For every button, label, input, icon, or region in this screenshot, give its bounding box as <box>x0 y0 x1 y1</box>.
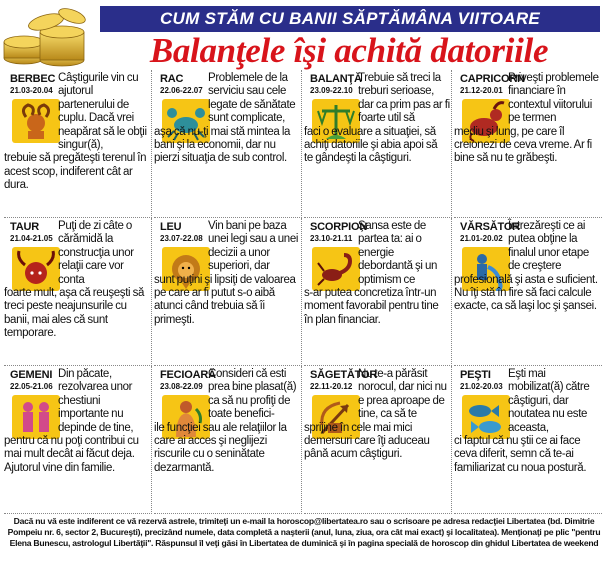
forecast-text-top: Priveşti problemele financiare în contextul viitorului pe termen <box>508 72 599 125</box>
section-banner: CUM STĂM CU BANII SĂPTĂMÂNA VIITOARE <box>100 6 600 32</box>
forecast-text-bottom: ile funcţiei sau ale relaţiilor la care ai acces şi neglijezi riscurile cu o seninătate dezarmantă. <box>154 421 287 474</box>
sign-card-taur <box>4 218 152 366</box>
sign-forecast <box>154 368 300 475</box>
sign-name: FECIOARĂ <box>160 369 216 381</box>
sign-card-varsator <box>454 218 602 366</box>
sign-name: CAPRICORN <box>460 73 525 85</box>
forecast-text-bottom: mediu şi lung, pe care îl creionezi de ceva vreme. Ar fi bine să nu te grăbeşti. <box>454 125 592 165</box>
forecast-text-bottom: faci o evaluare a situaţiei, să achiţi datoriile şi abia apoi să te gândeşti la câştiguri. <box>304 125 438 165</box>
sign-card-pesti <box>454 366 602 514</box>
sign-forecast <box>304 368 450 462</box>
sign-card-sagetator <box>304 366 452 514</box>
sign-forecast <box>154 72 300 166</box>
forecast-text-bottom: sunt puţini şi lipsiţi de valoarea pe care ar fi putut s-o aibă atunci când trebuia să îi primeşti. <box>154 273 296 326</box>
forecast-text-bottom: sprijine în cele mai mici demersuri care îţi aduceau până acum câştiguri. <box>304 421 430 461</box>
sign-forecast <box>454 368 600 475</box>
sign-dates: 21.03-20.04 <box>10 86 53 95</box>
forecast-text-top: Trebuie să treci la treburi serioase, dar ca prim pas ar fi foarte util să <box>358 72 450 125</box>
forecast-text-bottom: ci faptul că nu ştii ce ai face ceva diferit, semn că te-ai familiarizat cu noua postură. <box>454 435 587 474</box>
sign-card-berbec <box>4 70 152 218</box>
forecast-text-top: Întrezăreşti ce ai putea obţine la finalul unor etape de creştere <box>508 220 589 273</box>
forecast-text-top: Câştigurile vin cu ajutorul partenerului de cuplu. Dacă vrei neapărat să le obţii singur(ă), <box>58 72 147 152</box>
sign-dates: 21.02-20.03 <box>460 382 503 391</box>
sign-dates: 23.07-22.08 <box>160 234 203 243</box>
forecast-text-top: Din păcate, rezolvarea unor chestiuni importante nu depinde de tine, <box>58 368 134 434</box>
forecast-text-top: Consideri că esti prea bine plasat(ă) ca să nu profiţi de toate benefici- <box>208 368 297 421</box>
sign-name: VĂRSĂTOR <box>460 221 520 233</box>
sign-dates: 23.09-22.10 <box>310 86 353 95</box>
sign-name: SĂGETĂTOR <box>310 369 378 381</box>
sign-dates: 23.08-22.09 <box>160 382 203 391</box>
sign-dates: 22.06-22.07 <box>160 86 203 95</box>
sign-name: BALANŢĂ <box>310 73 362 85</box>
sign-dates: 21.12-20.01 <box>460 86 503 95</box>
sign-forecast <box>304 72 450 166</box>
sign-dates: 21.01-20.02 <box>460 234 503 243</box>
sign-card-balanta <box>304 70 452 218</box>
sign-forecast <box>4 368 150 475</box>
sign-forecast <box>304 220 450 327</box>
forecast-text-bottom: s-ar putea concretiza într-un moment favorabil pentru tine în plan financiar. <box>304 287 439 326</box>
footer-note: Dacă nu vă este indiferent ce vă rezervă astrele, trimiteţi un e-mail la horoscop@libertatea.ro sau o scrisoare pe adresa redacţiei Libertatea (bd. Dimitrie Pompeiu nr. 6, sector 2, Bucureşti), precizând numele, data completă a naşterii (anul, luna, ziua, ora cât mai exact) şi localitatea). Menţionaţi pe plic "pentru Elena Bunescu, astrologul Libertăţii". Răspunsul îl veţi găsi în Libertatea de duminică şi în pagina specială de horoscop din ghidul Libertatea de weekend <box>7 516 601 548</box>
sign-forecast <box>454 72 600 166</box>
sign-forecast <box>4 220 150 341</box>
sign-name: TAUR <box>10 221 39 233</box>
forecast-text-top: Nu te-a părăsit norocul, dar nici nu e prea aproape de tine, ca să te <box>358 368 447 421</box>
forecast-text-top: Problemele de la serviciu sau cele legate de sănătate sunt complicate, <box>208 72 296 125</box>
sign-forecast <box>154 220 300 327</box>
forecast-text-top: Eşti mai mobilizat(ă) către câştiguri, dar noutatea nu este aceasta, <box>508 368 590 434</box>
forecast-text-bottom: profesională şi asta e suficient. Nu îţi stă în fire să faci calcule exacte, ca să laşi loc şi şansei. <box>454 273 598 313</box>
sign-card-rac <box>154 70 302 218</box>
sign-name: PEŞTI <box>460 369 491 381</box>
headline: Balanţele îşi achită datoriile <box>149 31 549 70</box>
sign-name: SCORPION <box>310 221 368 233</box>
forecast-text-bottom: aşa că nu-ţi mai stă mintea la bani şi la economii, dar nu pierzi situaţia de sub control. <box>154 125 291 165</box>
forecast-text-bottom: trebuie să pregăteşti terenul în acest scop, indiferent cât ar dura. <box>4 152 147 192</box>
coins-stack-icon <box>2 2 94 68</box>
sign-name: RAC <box>160 73 184 85</box>
sign-forecast <box>454 220 600 314</box>
forecast-text-top: Puţi de zi câte o cărămidă la construcţia unor relaţii care vor conta <box>58 220 134 286</box>
sign-card-scorpion <box>304 218 452 366</box>
sign-dates: 23.10-21.11 <box>310 234 353 243</box>
forecast-text-top: Vin bani pe baza unei legi sau a unei decizii a unor superiori, dar <box>208 220 299 273</box>
sign-dates: 22.11-20.12 <box>310 382 353 391</box>
sign-card-leu <box>154 218 302 366</box>
sign-name: GEMENI <box>10 369 53 381</box>
sign-name: BERBEC <box>10 73 56 85</box>
forecast-text-bottom: foarte mult, aşa că reuşeşti să treci peste neajunsurile cu banii, mai ales că sunt temporare. <box>4 287 145 340</box>
sign-card-fecioara <box>154 366 302 514</box>
sign-forecast <box>4 72 150 193</box>
forecast-text-top: Şansa este de partea ta: ai o energie debordantă şi un optimism ce <box>358 220 438 286</box>
forecast-text-bottom: pentru că nu poţi contribui cu mai mult decât ai făcut deja. Ajutorul vine din familie. <box>4 435 139 474</box>
sign-card-gemeni <box>4 366 152 514</box>
sign-dates: 22.05-21.06 <box>10 382 53 391</box>
sign-card-capricorn <box>454 70 602 218</box>
sign-dates: 21.04-21.05 <box>10 234 53 243</box>
sign-name: LEU <box>160 221 182 233</box>
